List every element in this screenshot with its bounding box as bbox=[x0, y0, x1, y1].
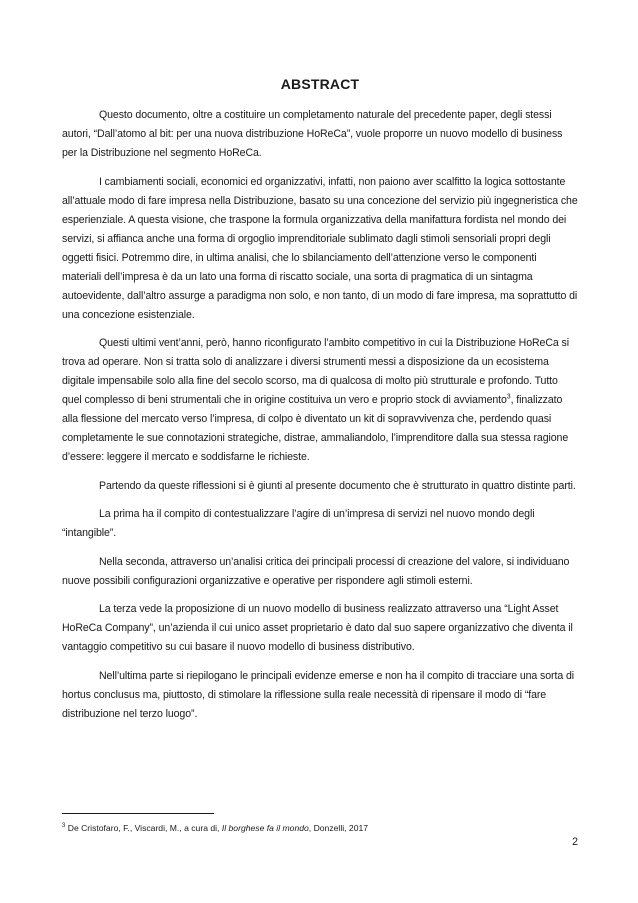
document-page bbox=[62, 0, 578, 903]
abstract-title: ABSTRACT bbox=[280, 76, 360, 92]
paragraph-8: Nell’ultima parte si riepilogano le principali evidenze emerse e non ha il compito di tracciare una sorta di hortus conclusus ma, piuttosto, di stimolare la riflessione sulla reale necessità di ripensare il modo di “fare distribuzione nel terzo luogo”. bbox=[62, 669, 574, 720]
abstract-body bbox=[62, 106, 578, 733]
paragraph-1: Questo documento, oltre a costituire un completamento naturale del precedente paper, degli stessi autori, “Dall’atomo al bit: per una nuova distribuzione HoReCa”, vuole proporre un nuovo modello di business per la Distribuzione nel segmento HoReCa. bbox=[62, 109, 563, 159]
paragraph-2: I cambiamenti sociali, economici ed organizzativi, infatti, non paiono aver scalfitto la logica sottostante all’attuale modo di fare impresa nella Distribuzione, basato su una concezione del servizio più ingegneristica che esperienziale. A questa visione, che traspone la formula organizzativa della manifattura fordista nel mondo dei servizi, si affianca anche una forma di orgoglio imprenditoriale sublimato dagli stimoli sensoriali propri degli oggetti fisici. Potremmo dire, in ultima analisi, che lo sbilanciamento dell’attenzione verso le componenti materiali dell’impresa è da un lato una forma di riscatto sociale, una sorta di pragmatica di un sintagma autoevidente, dall’altro assurge a paradigma non solo, e non tanto, di un modo di fare impresa, ma soprattutto di una concezione esistenziale. bbox=[62, 175, 578, 321]
paragraph-3-text-after: , finalizzato alla flessione del mercato verso l’impresa, di colpo è diventato un kit di sopravvivenza che, perdendo quasi completamente le sue connotazioni strategiche, distrae, ammaliandolo, l’imprenditore dalla sua stessa ragione d’essere: leggere il mercato e soddisfarne le richieste. bbox=[62, 394, 569, 463]
paragraph-7: La terza vede la proposizione di un nuovo modello di business realizzato attraverso una “Light Asset HoReCa Company”, un’azienda il cui unico asset proprietario è dato dal suo sapere organizzativo che diventa il vantaggio competitivo su cui basare il nuovo modello di business distributivo. bbox=[62, 603, 573, 653]
footnote-text-before: De Cristofaro, F., Viscardi, M., a cura di, bbox=[65, 823, 222, 833]
footnote-reference: 3 bbox=[506, 393, 511, 401]
paragraph-3 bbox=[62, 334, 578, 467]
footnote bbox=[62, 822, 578, 834]
footnote-text-after: , Donzelli, 2017 bbox=[308, 823, 369, 833]
paragraph-5: La prima ha il compito di contestualizzare l’agire di un’impresa di servizi nel nuovo mondo degli “intangible”. bbox=[62, 508, 535, 539]
paragraph-3-text-before: Questi ultimi vent’anni, però, hanno riconfigurato l’ambito competitivo in cui la Distribuzione HoReCa si trova ad operare. Non si tratta solo di analizzare i diversi strumenti messi a disposizione da un ecosistema digitale impensabile solo alla fine del secolo scorso, ma di qualcosa di molto più strutturale e profondo. Tutto quel complesso di beni strumentali che in origine costituiva un vero e proprio stock di avviamento bbox=[62, 337, 569, 406]
paragraph-4: Partendo da queste riflessioni si è giunti al presente documento che è strutturato in quattro distinte parti. bbox=[99, 479, 576, 492]
footnote-number: 3 bbox=[62, 823, 66, 830]
footnote-separator bbox=[62, 813, 214, 814]
paragraph-6: Nella seconda, attraverso un’analisi critica dei principali processi di creazione del valore, si individuano nuove possibili configurazioni organizzative e operative per rispondere agli stimoli esterni. bbox=[62, 555, 570, 587]
page-number: 2 bbox=[572, 836, 578, 848]
footnote-book-title: Il borghese fa il mondo bbox=[221, 823, 309, 833]
